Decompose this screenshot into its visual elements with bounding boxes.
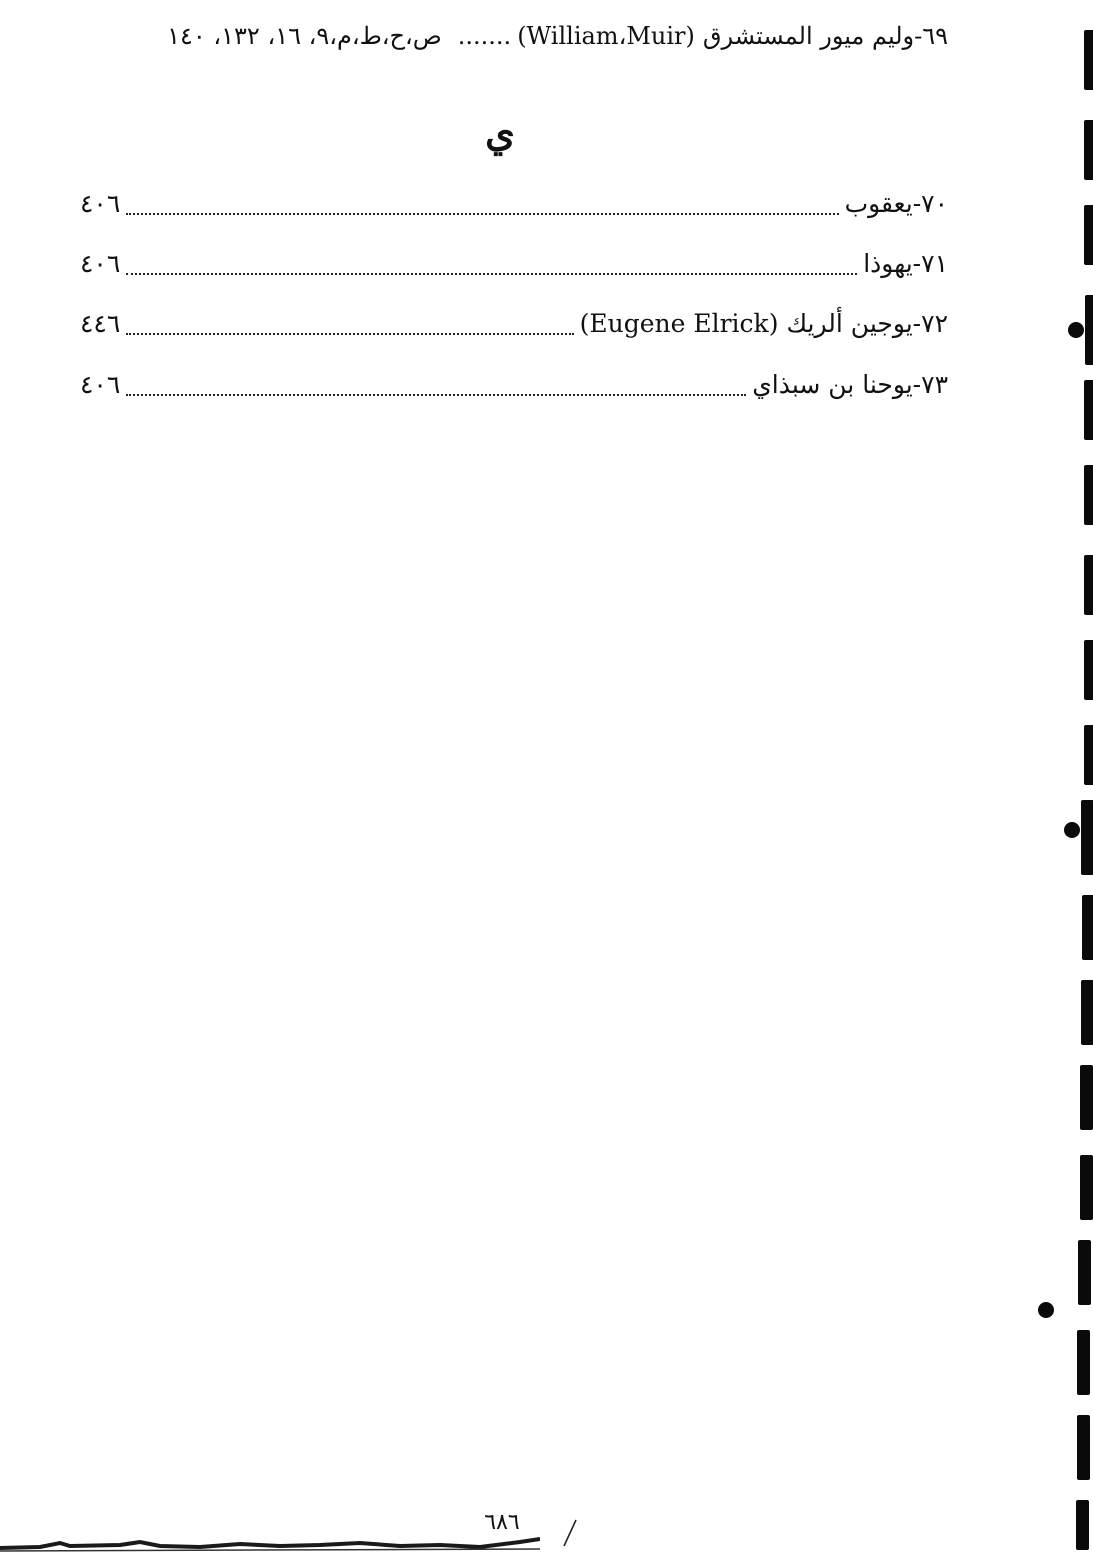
page-number: ٦٨٦ (484, 1510, 520, 1535)
section-letter-heading: ي (485, 110, 515, 155)
entry-latin-name: (Eugene Elrick) (579, 308, 779, 338)
binding-mark (1077, 1330, 1090, 1395)
binding-mark (1084, 725, 1093, 785)
entry-pages: ٤٤٦ (80, 308, 121, 338)
entry-label: ٧٣-يوحنا بن سبذاي (752, 369, 948, 399)
index-entry-72 (80, 303, 948, 343)
entry-latin-name: (William،Muir) (517, 22, 695, 50)
entry-label: ٧٠-يعقوب (844, 188, 948, 218)
binding-mark (1081, 800, 1093, 875)
binding-mark (1077, 1415, 1090, 1480)
entry-leader (126, 311, 573, 335)
binding-mark (1084, 30, 1093, 90)
entry-label: ٧١-يهوذا (863, 248, 948, 278)
binding-mark (1084, 120, 1093, 180)
entry-pages: ص،ح،ط،م،٩، ١٦، ١٣٢، ١٤٠ (167, 22, 442, 50)
binding-mark (1085, 295, 1093, 365)
binding-mark (1076, 1500, 1089, 1550)
index-entry-73 (80, 364, 948, 404)
binding-hole-dot (1068, 322, 1084, 338)
index-entry-70 (80, 183, 948, 223)
handwritten-slash-mark (560, 1518, 580, 1548)
binding-hole-dot (1038, 1302, 1054, 1318)
entry-label: ٦٩-وليم ميور المستشرق (702, 22, 948, 50)
binding-mark (1084, 205, 1093, 265)
entry-leader (126, 191, 838, 215)
binding-mark (1082, 895, 1093, 960)
entry-label: ٧٢-يوجين ألريك (786, 308, 948, 338)
binding-mark (1084, 380, 1093, 440)
binding-mark (1084, 640, 1093, 700)
binding-mark (1080, 1155, 1093, 1220)
index-entry-71 (80, 243, 948, 283)
binding-mark (1080, 1065, 1093, 1130)
entry-pages: ٤٠٦ (80, 188, 121, 218)
entry-leader: ....... (457, 22, 512, 50)
scan-edge-noise (0, 1536, 540, 1554)
binding-hole-dot (1064, 822, 1080, 838)
binding-mark (1078, 1240, 1091, 1305)
binding-mark (1081, 980, 1093, 1045)
entry-pages: ٤٠٦ (80, 248, 121, 278)
entry-leader (126, 372, 746, 396)
entry-pages: ٤٠٦ (80, 369, 121, 399)
entry-leader (126, 251, 857, 275)
binding-mark (1084, 555, 1093, 615)
binding-mark (1084, 465, 1093, 525)
index-entry-69 (80, 16, 948, 56)
